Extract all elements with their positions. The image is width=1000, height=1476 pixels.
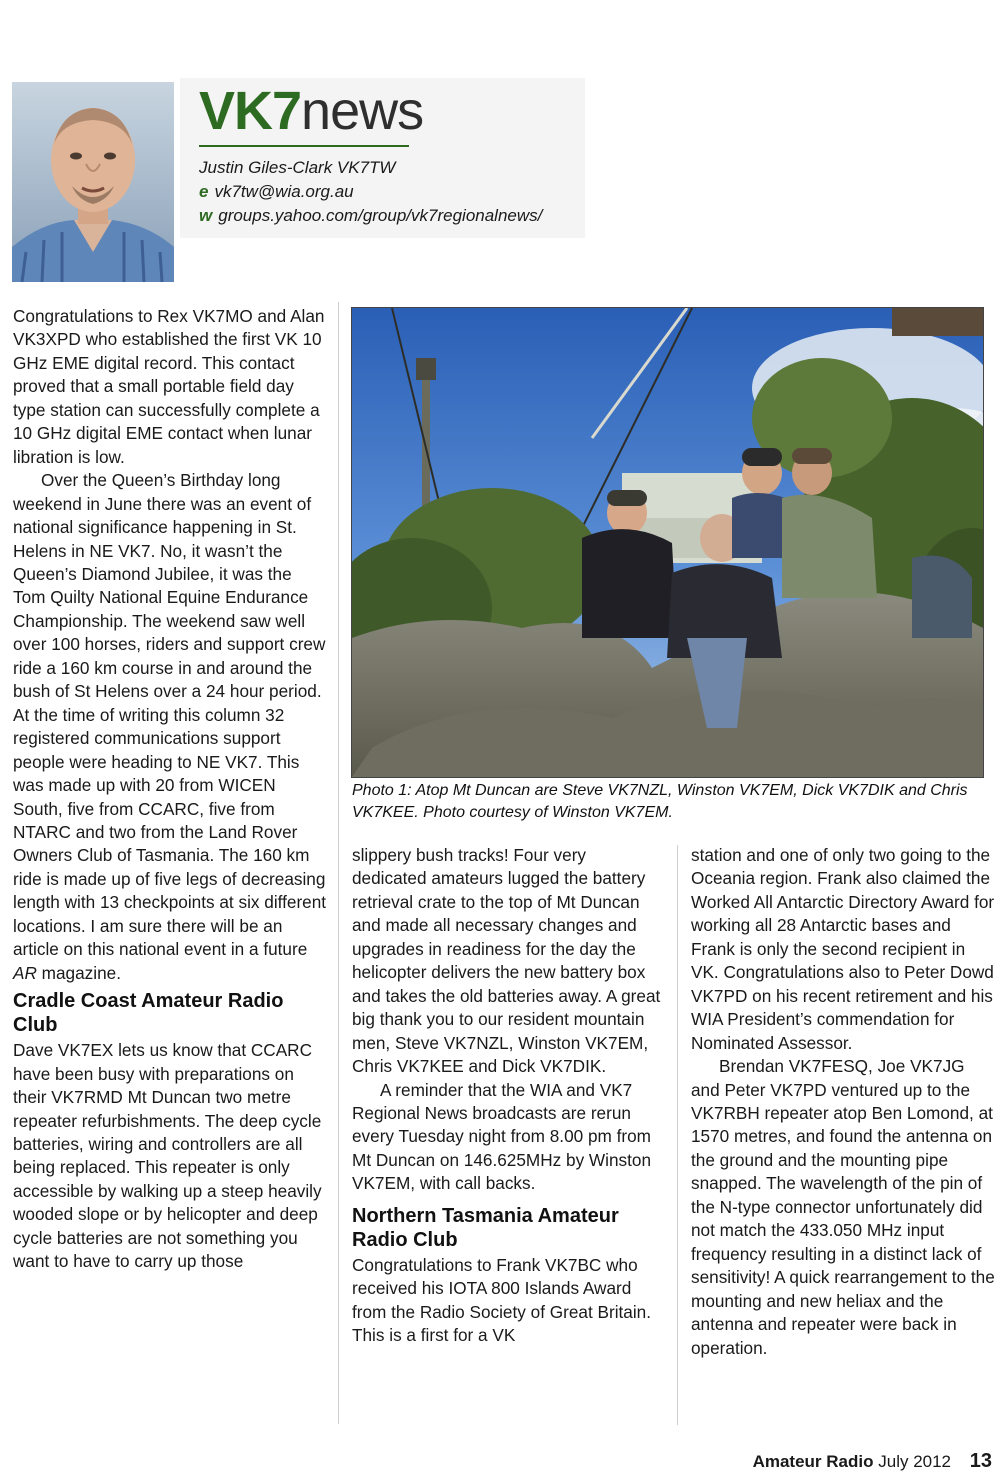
web-key: w — [199, 206, 213, 225]
col1-p2-end: magazine. — [36, 962, 121, 983]
heading-ntarc: Northern Tasmania Amateur Radio Club — [352, 1204, 619, 1251]
column-3 — [691, 844, 996, 1360]
col2-paragraph-2: A reminder that the WIA and VK7 Regional News broadcasts are rerun every Tuesday night from 8.00 pm from Mt Duncan on 146.625MHz by Winston VK7EM, with call backs. — [352, 1079, 652, 1194]
author-portrait — [12, 82, 174, 282]
heading-ccarc: Cradle Coast Amateur Radio Club — [13, 990, 284, 1037]
col2-paragraph-1: slippery bush tracks! Four very dedicated amateurs lugged the battery retrieval crate to the top of Mt Duncan and made all necessary changes and upgrades in readiness for the day the helicopter delivers the new battery box and takes the old batteries away. A great big thank you to our resident mountain men, Steve VK7NZL, Winston VK7EM, Chris VK7KEE and Dick VK7DIK. — [352, 845, 661, 1077]
col1-paragraph-1: Congratulations to Rex VK7MO and Alan VK3XPD who established the first VK 10 GHz EME digital record. This contact proved that a small portable field day type station can successfully complete a 10 GHz digital EME contact when lunar libration is low. — [13, 306, 325, 467]
title-rest: news — [301, 81, 424, 141]
col1-p2-ar: AR — [13, 962, 37, 983]
photo-caption: Photo 1: Atop Mt Duncan are Steve VK7NZL, Winston VK7EM, Dick VK7DIK and Chris VK7KEE. Photo courtesy of Winston VK7EM. — [352, 782, 968, 821]
col3-paragraph-2: Brendan VK7FESQ, Joe VK7JG and Peter VK7PD ventured up to the VK7RBH repeater atop Ben Lomond, at 1570 metres, and found the antenna on the ground and the mounting pipe snapped. The wavelength of the pin of the N-type connector unfortunately did not match the 433.050 MHz input frequency resulting in a distinct lack of sensitivity! A quick rearrangement to the mounting and new heliax and the antenna and repeater were back in operation. — [691, 1056, 995, 1358]
column-1 — [13, 305, 328, 1274]
photo-mt-duncan — [351, 307, 984, 778]
issue-date: July 2012 — [878, 1452, 952, 1471]
photo-mt-duncan-image — [352, 308, 983, 777]
page-title — [199, 78, 423, 144]
author-name: Justin Giles-Clark VK7TW — [199, 158, 396, 177]
author-email[interactable]: vk7tw@wia.org.au — [214, 182, 354, 201]
author-web[interactable]: groups.yahoo.com/group/vk7regionalnews/ — [218, 206, 543, 225]
author-email-line — [199, 180, 354, 204]
page-number: 13 — [969, 1450, 992, 1472]
column-divider-2 — [677, 845, 678, 1425]
author-portrait-image — [12, 82, 174, 282]
page-footer — [753, 1450, 992, 1473]
title-bold: VK7 — [199, 81, 302, 141]
author-web-line — [199, 204, 542, 228]
column-divider-1 — [338, 302, 339, 1424]
col3-paragraph-1: station and one of only two going to the Oceania region. Frank also claimed the Worked All Antarctic Directory Award for working all 28 Antarctic bases and Frank is only the second recipient in VK. Congratulations also to Peter Dowd VK7PD on his recent retirement and his WIA President’s commendation for Nominated Assessor. — [691, 845, 995, 1053]
email-key: e — [199, 182, 209, 201]
title-underline — [199, 145, 409, 147]
column-2 — [352, 844, 662, 1348]
col1-p2-text: Over the Queen’s Birthday long weekend in June there was an event of national significance happening in St. Helens in NE VK7. No, it wasn’t the Queen’s Diamond Jubilee, it was the Tom Quilty National Equine Endurance Championship. The weekend saw well over 100 horses, riders and support crew ride a 160 km course in and around the bush of St Helens over a 24 hour period. At the time of writing this column 32 registered communications support people were heading to NE VK7. This was made up with 20 from WICEN South, five from CCARC, five from NTARC and two from the Land Rover Owners Club of Tasmania. The 160 km ride is made up of five legs of decreasing length with 13 checkpoints at six different locations. I am sure there will be an article on this national event in a future — [13, 470, 327, 960]
col1-paragraph-2 — [13, 469, 328, 985]
col2-paragraph-3: Congratulations to Frank VK7BC who received his IOTA 800 Islands Award from the Radio Society of Great Britain. This is a first for a VK — [352, 1254, 652, 1346]
col1-paragraph-3: Dave VK7EX lets us know that CCARC have been busy with preparations on their VK7RMD Mt Duncan two metre repeater refurbishments. The deep cycle batteries, wiring and controllers are all being replaced. This repeater is only accessible by walking up a steep heavily wooded slope or by helicopter and deep cycle batteries are not something you want to have to carry up those — [13, 1040, 322, 1272]
magazine-name: Amateur Radio — [752, 1452, 874, 1471]
